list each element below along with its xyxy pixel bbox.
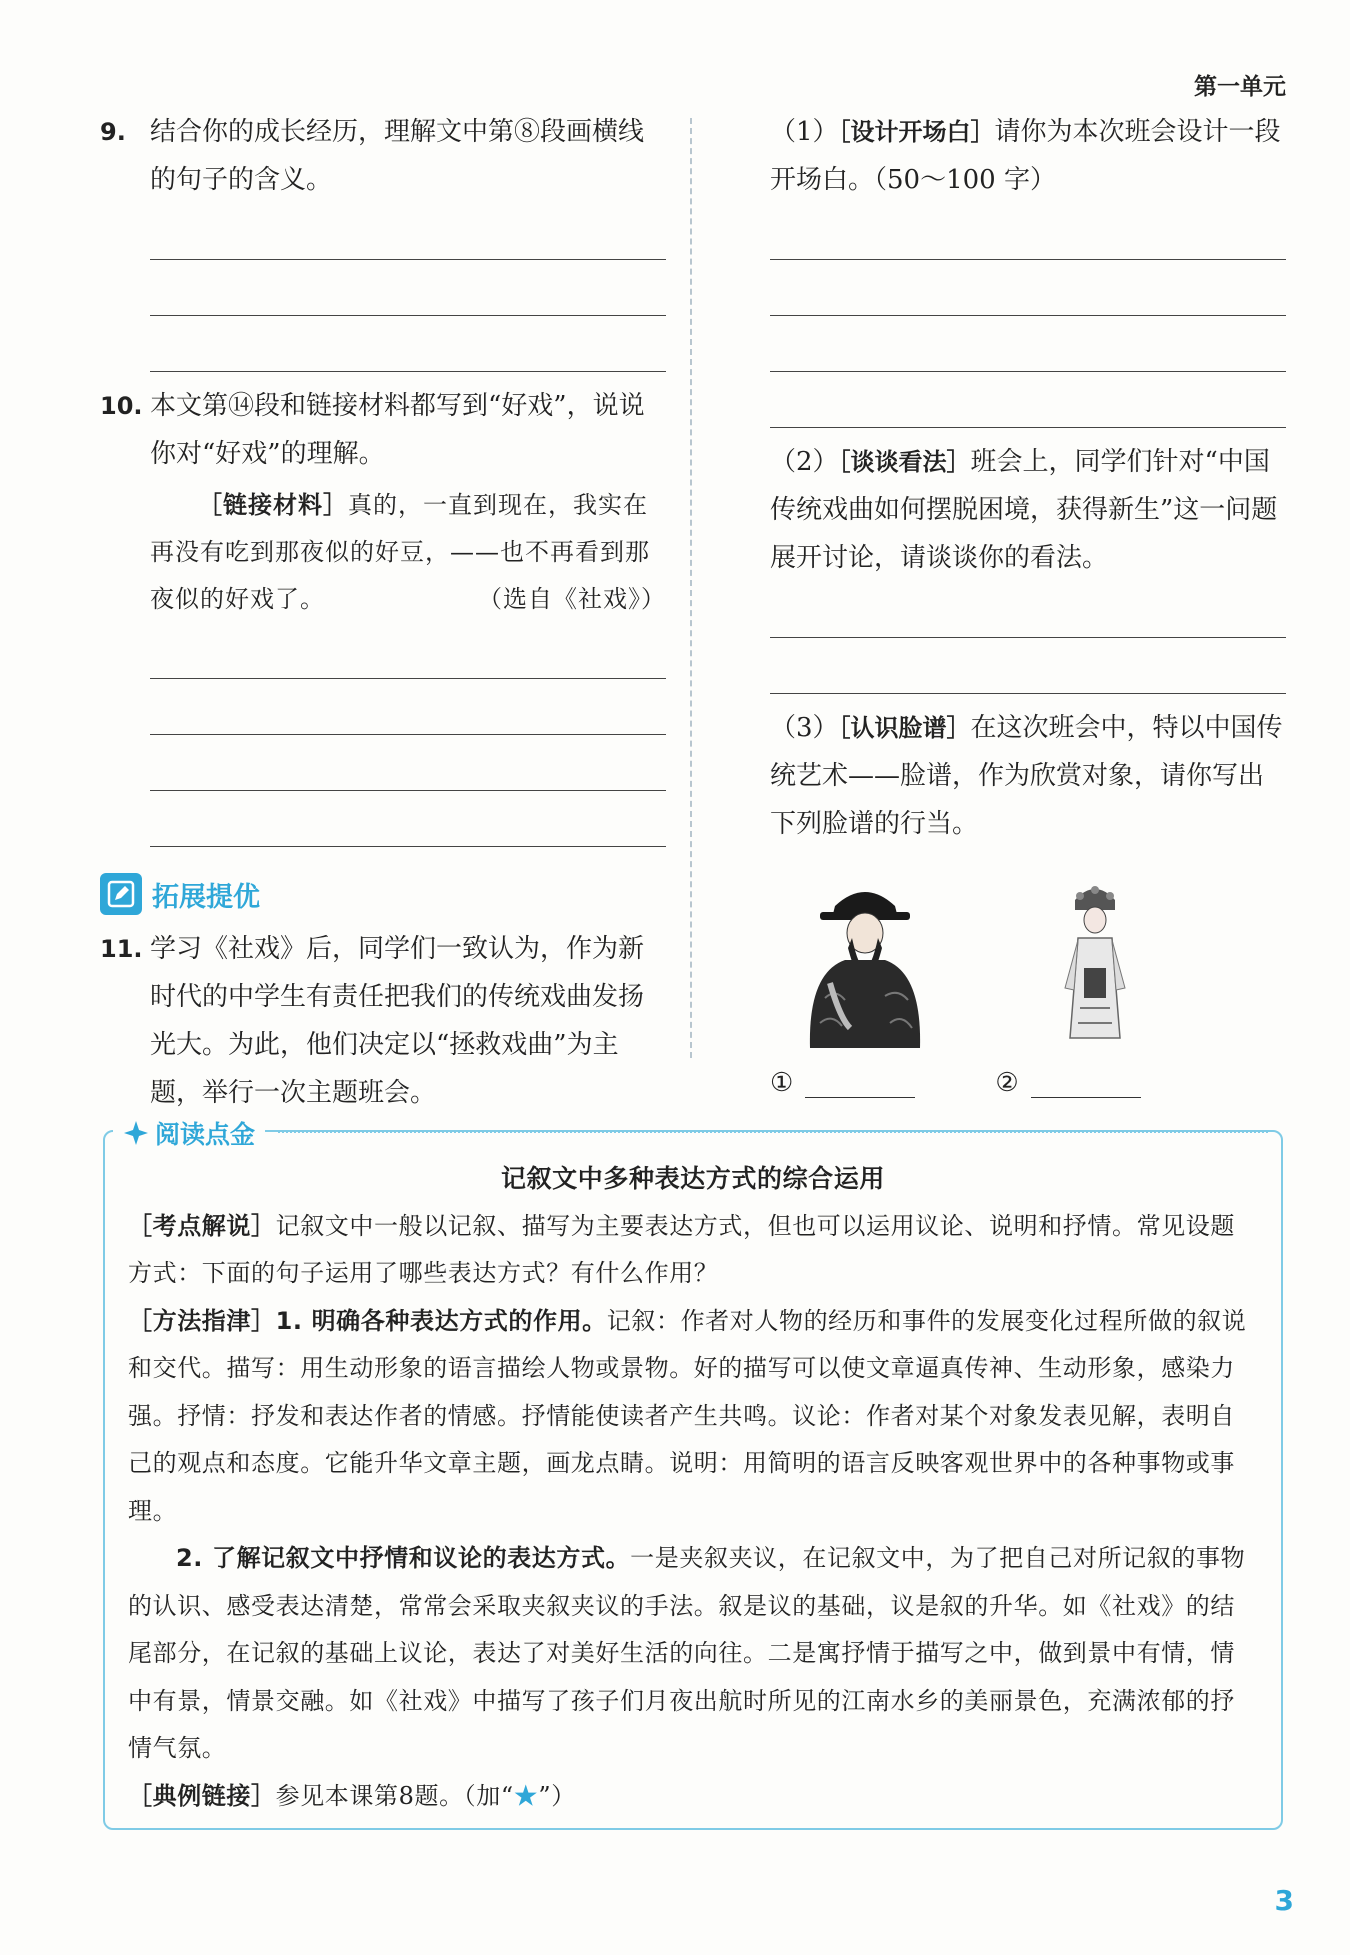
question-11 — [100, 925, 666, 1117]
right-column — [770, 108, 1286, 1098]
sparkle-icon — [123, 1120, 149, 1146]
figure-blank-2 — [995, 1068, 1140, 1098]
answer-line[interactable] — [770, 204, 1286, 260]
answer-line[interactable] — [150, 260, 666, 316]
answer-line[interactable] — [770, 582, 1286, 638]
question-9 — [100, 108, 666, 372]
method-1-title: 1. 明确各种表达方式的作用。 — [275, 1306, 607, 1335]
method-tag: ［方法指津］ — [128, 1306, 276, 1335]
question-text: 本文第⑭段和链接材料都写到“好戏”，说说你对“好戏”的理解。 — [150, 391, 645, 469]
method-1-text: 记叙：作者对人物的经历和事件的发展变化过程所做的叙说和交代。描写：用生动形象的语言描绘人物或景物。好的描写可以使文章逼真传神、生动形象，感染力强。抒情：抒发和表达作者的情感。抒情能使读者产生共鸣。议论：作者对某个对象发表见解，表明自己的观点和态度。它能升华文章主题，画龙点睛。说明：用简明的语言反映客观世界中的各种事物或事理。 — [128, 1306, 1247, 1525]
pencil-icon — [100, 873, 142, 915]
link-material-source: （选自《社戏》） — [478, 585, 666, 613]
link-material-text: 真的，一直到现在，我实在再没有吃到那夜似的好豆，——也不再看到那夜似的好戏了。 — [150, 491, 650, 613]
kaodian-tag: ［考点解说］ — [128, 1211, 276, 1240]
answer-lines — [100, 204, 666, 372]
method-paragraph-1 — [128, 1298, 1258, 1536]
answer-line[interactable] — [150, 316, 666, 372]
sub-question-text: 请你为本次班会设计一段开场白。（50～100 字） — [770, 117, 1281, 195]
question-text: 学习《社戏》后，同学们一致认为，作为新时代的中学生有责任把我们的传统戏曲发扬光大。为此，他们决定以“拯救戏曲”为主题，举行一次主题班会。 — [150, 934, 645, 1108]
reading-tips-header — [113, 1115, 265, 1151]
opera-figure-dan-image — [1020, 878, 1170, 1048]
star-icon: ★ — [513, 1781, 539, 1810]
link-material-tag: ［链接材料］ — [198, 491, 348, 519]
column-divider — [690, 118, 692, 1058]
sub-question-3 — [770, 704, 1286, 848]
opera-figures — [770, 878, 1286, 1048]
question-number: 9. — [100, 118, 126, 146]
answer-lines — [770, 204, 1286, 428]
example-tag: ［典例链接］ — [128, 1781, 276, 1810]
question-number: 11. — [100, 935, 143, 963]
blank-marker: ② — [995, 1068, 1019, 1098]
answer-line[interactable] — [770, 316, 1286, 372]
sub-question-prefix: （2） — [770, 447, 839, 477]
example-text-b: ”） — [538, 1781, 576, 1810]
sub-question-text: 在这次班会中，特以中国传统艺术——脸谱，作为欣赏对象，请你写出下列脸谱的行当。 — [770, 713, 1283, 839]
extension-section-title: 拓展提优 — [152, 881, 260, 913]
tips-header-rule — [278, 1131, 1268, 1133]
reading-tips-content — [128, 1155, 1258, 1820]
opera-figure-laosheng-image — [790, 878, 940, 1048]
page-number: 3 — [1274, 1884, 1294, 1917]
figure-answer-blanks — [770, 1068, 1286, 1098]
sub-question-1 — [770, 108, 1286, 204]
sub-question-2 — [770, 438, 1286, 582]
tips-topic-title: 记叙文中多种表达方式的综合运用 — [500, 1164, 885, 1193]
unit-label: 第一单元 — [1194, 74, 1286, 100]
sub-question-prefix: （3） — [770, 713, 839, 743]
blank-line[interactable] — [805, 1070, 915, 1098]
answer-line[interactable] — [150, 735, 666, 791]
answer-line[interactable] — [150, 204, 666, 260]
method-2-text: 一是夹叙夹议，在记叙文中，为了把自己对所记叙的事物的认识、感受表达清楚，常常会采取夹叙夹议的手法。叙是议的基础，议是叙的升华。如《社戏》的结尾部分，在记叙的基础上议论，表达了对美好生活的向往。二是寓抒情于描写之中，做到景中有情，情中有景，情景交融。如《社戏》中描写了孩子们月夜出航时所见的江南水乡的美丽景色，充满浓郁的抒情气氛。 — [128, 1544, 1246, 1762]
answer-line[interactable] — [150, 791, 666, 847]
question-text: 结合你的成长经历，理解文中第⑧段画横线的句子的含义。 — [150, 117, 645, 195]
example-text-a: 参见本课第8题。（加“ — [275, 1781, 514, 1810]
method-paragraph-2 — [128, 1535, 1258, 1773]
sub-question-tag: ［设计开场白］ — [838, 118, 995, 146]
answer-line[interactable] — [770, 638, 1286, 694]
sub-question-prefix: （1） — [770, 117, 839, 147]
answer-line[interactable] — [770, 260, 1286, 316]
kaodian-text: 记叙文中一般以记叙、描写为主要表达方式，但也可以运用议论、说明和抒情。常见设题方式：下面的句子运用了哪些表达方式？有什么作用？ — [128, 1211, 1236, 1287]
sub-question-tag: ［认识脸谱］ — [838, 714, 971, 742]
sub-question-text: 班会上，同学们针对“中国传统戏曲如何摆脱困境，获得新生”这一问题展开讨论，请谈谈你的看法。 — [770, 447, 1278, 573]
answer-line[interactable] — [150, 623, 666, 679]
blank-marker: ① — [770, 1068, 794, 1098]
figure-blank-1 — [770, 1068, 915, 1098]
answer-lines — [100, 623, 666, 847]
sub-question-tag: ［谈谈看法］ — [838, 448, 971, 476]
kaodian-paragraph — [128, 1203, 1258, 1298]
method-2-title: 2. 了解记叙文中抒情和议论的表达方式。 — [176, 1544, 631, 1572]
question-number: 10. — [100, 392, 143, 420]
example-paragraph — [128, 1773, 1258, 1821]
answer-line[interactable] — [770, 372, 1286, 428]
answer-line[interactable] — [150, 679, 666, 735]
question-10 — [100, 382, 666, 847]
link-material — [100, 482, 666, 623]
blank-line[interactable] — [1031, 1070, 1141, 1098]
reading-tips-title: 阅读点金 — [155, 1120, 256, 1149]
answer-lines — [770, 582, 1286, 694]
extension-section-header — [100, 871, 666, 917]
left-column — [100, 108, 666, 1117]
